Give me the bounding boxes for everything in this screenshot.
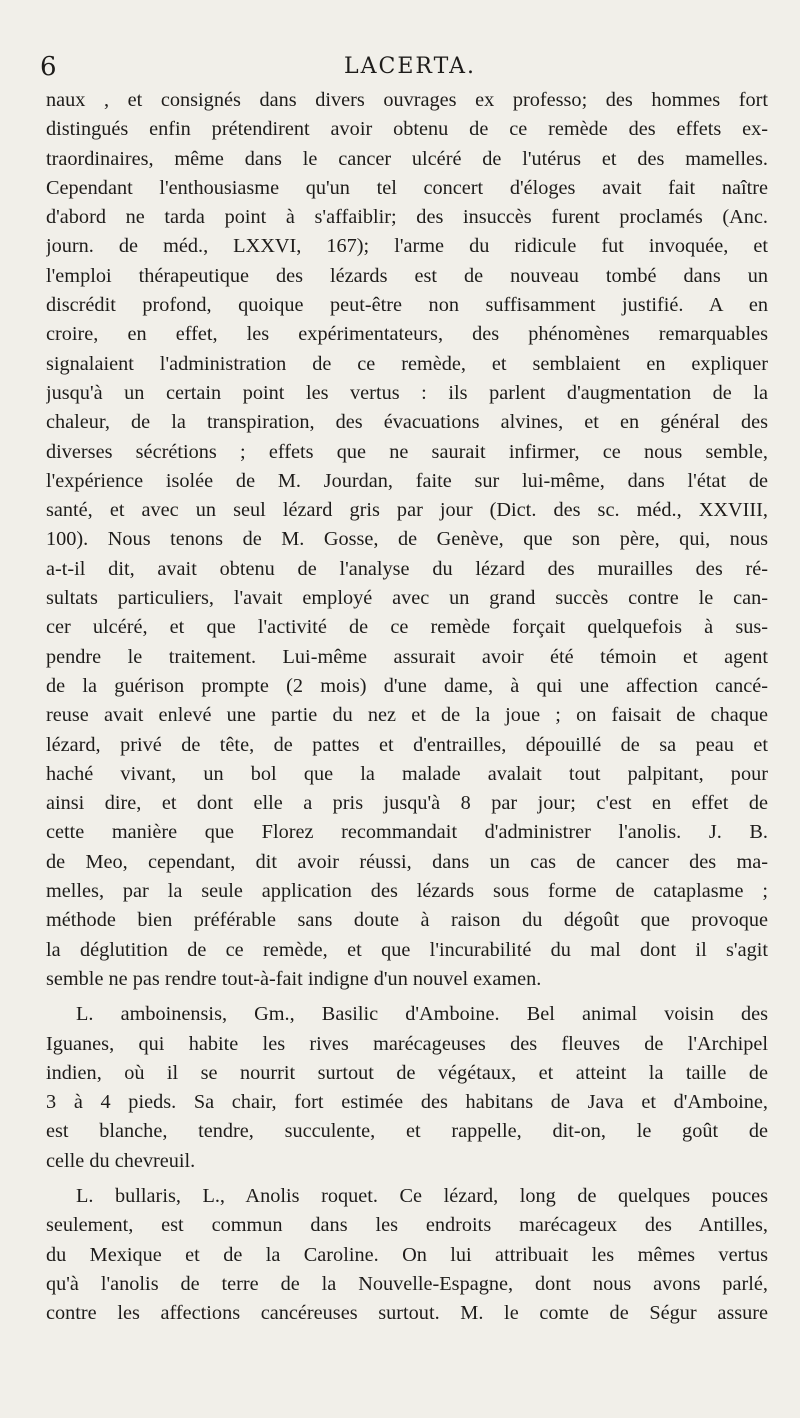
text-line: est blanche, tendre, succulente, et rappelle, dit-on, le goût de xyxy=(46,1120,768,1143)
text-line: chaleur, de la transpiration, des évacuations alvines, et en général des xyxy=(46,411,768,434)
text-line: qu'à l'anolis de terre de la Nouvelle-Espagne, dont nous avons parlé, xyxy=(46,1272,768,1295)
text-line: de la guérison prompte (2 mois) d'une dame, à qui une affection cancé- xyxy=(46,674,768,697)
entry-line: L. bullaris, L., Anolis roquet. Ce lézard, long de quelques pouces xyxy=(76,1184,768,1207)
text-line: melles, par la seule application des lézards sous forme de cataplasme ; xyxy=(46,880,768,903)
text-line: discrédit profond, quoique peut-être non suffisamment justifié. A en xyxy=(46,294,768,317)
text-line: croire, en effet, les expérimentateurs, des phénomènes remarquables xyxy=(46,323,768,346)
text-line: haché vivant, un bol que la malade avalait tout palpitant, pour xyxy=(46,762,768,785)
text-line: naux , et consignés dans divers ouvrages ex professo; des hommes fort xyxy=(46,89,768,111)
text-line: cette manière que Florez recommandait d'administrer l'anolis. J. B. xyxy=(46,821,768,844)
text-line: 3 à 4 pieds. Sa chair, fort estimée des habitans de Java et d'Amboine, xyxy=(46,1091,768,1114)
text-line: 100). Nous tenons de M. Gosse, de Genève, que son père, qui, nous xyxy=(46,528,768,551)
text-line: signalaient l'administration de ce remède, et semblaient en expliquer xyxy=(46,352,768,375)
text-line: Cependant l'enthousiasme qu'un tel concert d'éloges avait fait naître xyxy=(46,176,768,199)
text-line: cer ulcéré, et que l'activité de ce remède forçait quelquefois à sus- xyxy=(46,616,768,639)
entry-line: L. amboinensis, Gm., Basilic d'Amboine. Bel animal voisin des xyxy=(76,1003,768,1026)
text-line: santé, et avec un seul lézard gris par jour (Dict. des sc. méd., XXVIII, xyxy=(46,499,768,522)
text-line: Iguanes, qui habite les rives marécageuses des fleuves de l'Archipel xyxy=(46,1032,768,1055)
text-line: celle du chevreuil. xyxy=(46,1149,196,1172)
text-line: sultats particuliers, l'avait employé avec un grand succès contre le can- xyxy=(46,587,768,610)
running-title: LACERTA. xyxy=(344,54,476,79)
text-line: méthode bien préférable sans doute à raison du dégoût que provoque xyxy=(46,909,768,932)
text-line: journ. de méd., LXXVI, 167); l'arme du ridicule fut invoquée, et xyxy=(46,235,768,258)
text-line: diverses sécrétions ; effets que ne saurait infirmer, ce nous semble, xyxy=(46,440,768,463)
text-line: l'expérience isolée de M. Jourdan, faite sur lui-même, dans l'état de xyxy=(46,469,768,492)
text-line: jusqu'à un certain point les vertus : ils parlent d'augmentation de la xyxy=(46,381,768,404)
text-line: indien, où il se nourrit surtout de végétaux, et atteint la taille de xyxy=(46,1061,768,1084)
body-text xyxy=(46,86,768,1328)
text-line: la déglutition de ce remède, et que l'incurabilité du mal dont il s'agit xyxy=(46,938,768,961)
text-line: contre les affections cancéreuses surtout. M. le comte de Ségur assure xyxy=(46,1302,768,1325)
text-line: semble ne pas rendre tout-à-fait indigne d'un nouvel examen. xyxy=(46,967,542,990)
text-line: seulement, est commun dans les endroits marécageux des Antilles, xyxy=(46,1214,768,1237)
page-header xyxy=(40,52,780,88)
text-line: pendre le traitement. Lui-même assurait avoir été témoin et agent xyxy=(46,645,768,668)
text-line: a-t-il dit, avait obtenu de l'analyse du lézard des murailles des ré- xyxy=(46,557,768,580)
text-line: d'abord ne tarda point à s'affaiblir; des insuccès furent proclamés (Anc. xyxy=(46,206,768,229)
text-line: du Mexique et de la Caroline. On lui attribuait les mêmes vertus xyxy=(46,1243,768,1266)
page-number: 6 xyxy=(40,52,57,82)
text-line: de Meo, cependant, dit avoir réussi, dans un cas de cancer des ma- xyxy=(46,850,768,873)
text-line: distingués enfin prétendirent avoir obtenu de ce remède des effets ex- xyxy=(46,118,768,141)
text-line: lézard, privé de tête, de pattes et d'entrailles, dépouillé de sa peau et xyxy=(46,733,768,756)
text-line: l'emploi thérapeutique des lézards est de nouveau tombé dans un xyxy=(46,264,768,287)
text-line: traordinaires, même dans le cancer ulcéré de l'utérus et des mamelles. xyxy=(46,147,768,170)
text-line: ainsi dire, et dont elle a pris jusqu'à 8 par jour; c'est en effet de xyxy=(46,792,768,815)
text-line: reuse avait enlevé une partie du nez et de la joue ; on faisait de chaque xyxy=(46,704,768,727)
